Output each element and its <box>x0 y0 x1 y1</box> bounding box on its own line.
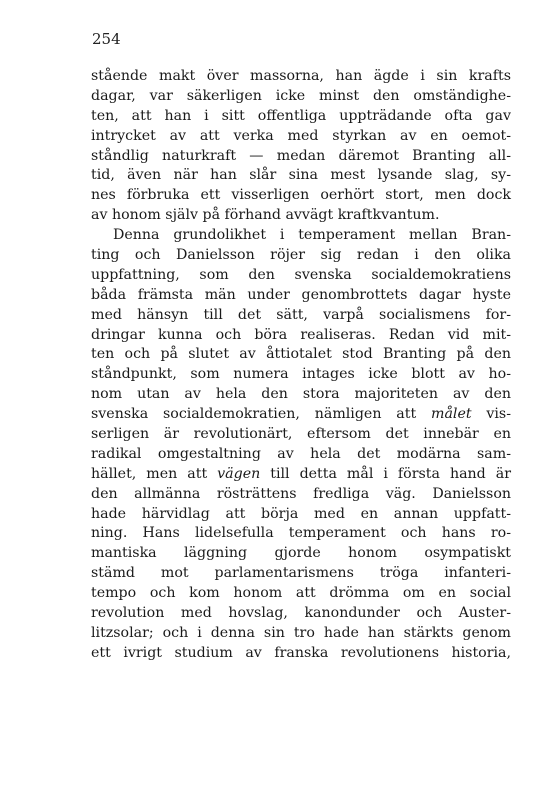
text-line: ståndpunkt, som numera intages icke blott av ho- <box>91 366 511 383</box>
text-line: Denna grundolikhet i temperament mellan Bran- <box>113 227 511 244</box>
text-line: dringar kunna och böra realiseras. Redan vid mit- <box>91 326 511 343</box>
text-line: av honom själv på förhand avvägt kraftkvantum. <box>91 207 440 224</box>
text-line: hade härvidlag att börja med en annan uppfatt- <box>91 505 511 522</box>
text-line: radikal omgestaltning av hela det modärna sam- <box>91 445 511 462</box>
text-line: ståndlig naturkraft — medan däremot Branting all- <box>91 147 511 164</box>
text-line: litzsolar; och i denna sin tro hade han stärkts genom <box>91 624 511 641</box>
text-line: den allmänna rösträttens fredliga väg. Danielsson <box>91 485 511 502</box>
text-line: revolution med hovslag, kanondunder och Auster- <box>91 605 511 622</box>
text-line: stämd mot parlamentarismens tröga infanteri- <box>91 565 511 582</box>
text-line: ten, att han i sitt offentliga uppträdande ofta gav <box>91 107 511 124</box>
text-line: ting och Danielsson röjer sig redan i den olika <box>91 247 511 264</box>
body-text <box>91 67 511 664</box>
text-line: ten och på slutet av åttiotalet stod Branting på den <box>91 346 511 363</box>
text-line: båda främsta män under genombrottets dagar hyste <box>91 286 511 303</box>
text-line: uppfattning, som den svenska socialdemokratiens <box>91 266 511 283</box>
text-line: med hänsyn till det sätt, varpå socialismens for- <box>91 306 511 323</box>
text-line: tid, även när han slår sina mest lysande slag, sy- <box>91 167 511 184</box>
text-line: ett ivrigt studium av franska revolutionens historia, <box>91 644 511 661</box>
text-line: nes förbruka ett visserligen oerhört stort, men dock <box>91 187 511 204</box>
text-line: hället, men att vägen till detta mål i första hand är <box>91 465 512 482</box>
emphasized-word: målet <box>431 406 472 423</box>
text-line: ning. Hans lidelsefulla temperament och hans ro- <box>91 525 511 542</box>
page-number: 254 <box>92 30 121 48</box>
text-line: svenska socialdemokratien, nämligen att målet vis- <box>91 406 512 423</box>
text-line: stående makt över massorna, han ägde i sin krafts <box>91 68 511 84</box>
text-line: dagar, var säkerligen icke minst den omständighe- <box>91 87 511 104</box>
text-line: mantiska läggning gjorde honom osympatiskt <box>91 545 511 562</box>
text-line: serligen är revolutionärt, eftersom det innebär en <box>91 426 511 443</box>
text-line: tempo och kom honom att drömma om en social <box>91 585 511 602</box>
emphasized-word: vägen <box>217 465 261 482</box>
text-line: nom utan av hela den stora majoriteten av den <box>91 386 511 403</box>
text-line: intrycket av att verka med styrkan av en oemot- <box>91 127 511 144</box>
